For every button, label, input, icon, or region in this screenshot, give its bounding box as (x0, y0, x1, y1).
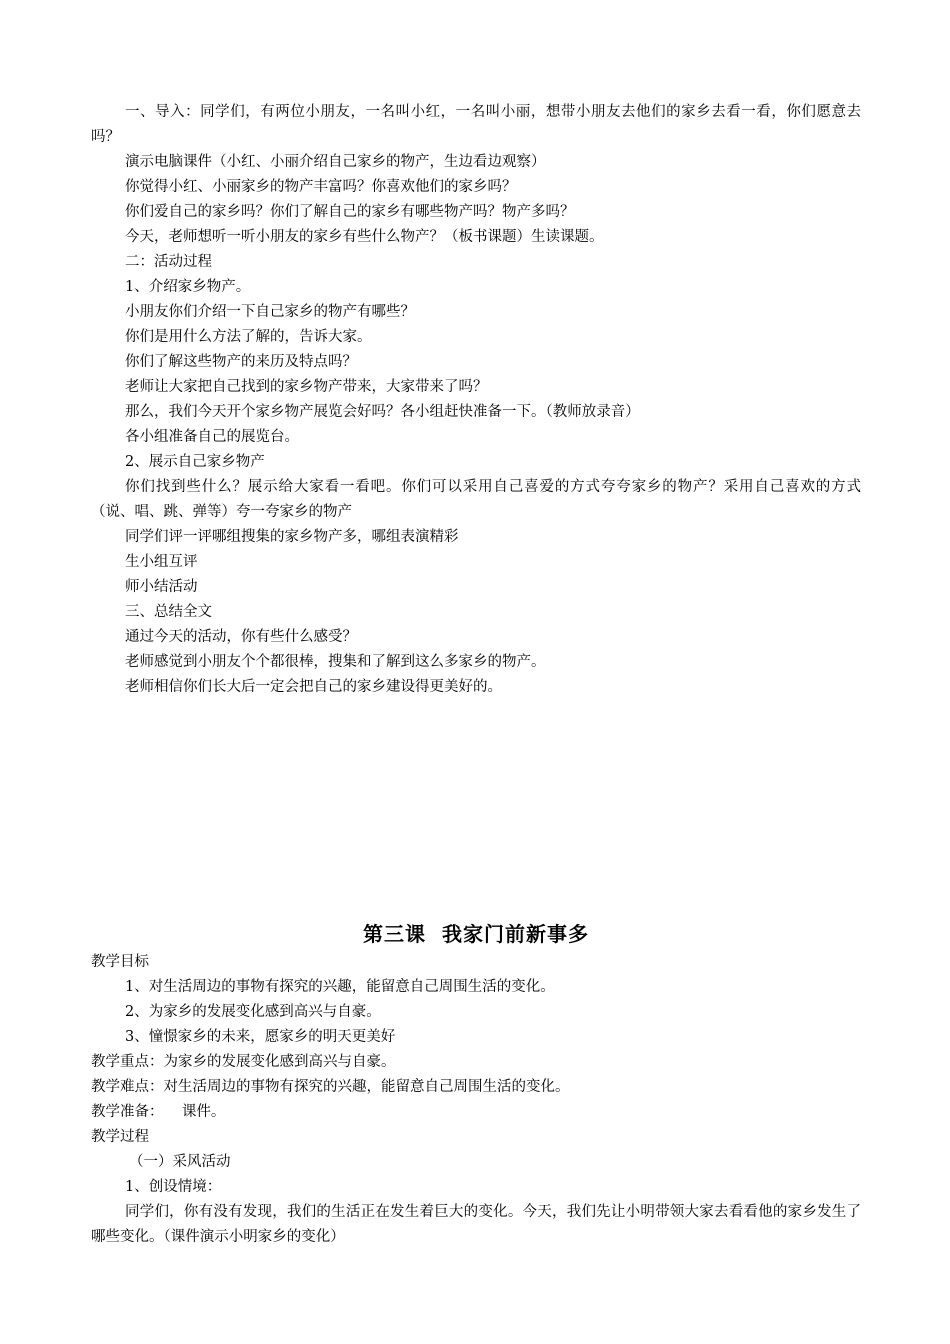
paragraph: 老师感觉到小朋友个个都很棒，搜集和了解到这么多家乡的物产。 (125, 654, 546, 670)
paragraph: 师小结活动 (125, 579, 198, 595)
goal-item: 1、对生活周边的事物有探究的兴趣，能留意自己周围生活的变化。 (125, 979, 555, 995)
goals-heading: 教学目标 (91, 954, 149, 970)
paragraph: 你们找到些什么？展示给大家看一看吧。你们可以采用自己喜爱的方式夸夸家乡的物产？采用自己喜欢的方式（说、唱、跳、弹等）夸一夸家乡的物产 (91, 479, 861, 520)
paragraph: 你觉得小红、小丽家乡的物产丰富吗？你喜欢他们的家乡吗？ (125, 179, 517, 195)
lesson-continuation (91, 100, 861, 700)
paragraph: 演示电脑课件（小红、小丽介绍自己家乡的物产，生边看边观察） (125, 154, 546, 170)
subheading: 1、介绍家乡物产。 (125, 279, 251, 295)
goal-item: 2、为家乡的发展变化感到高兴与自豪。 (125, 1004, 381, 1020)
goal-item: 3、憧憬家乡的未来，愿家乡的明天更美好 (125, 1029, 396, 1045)
paragraph: 你们了解这些物产的来历及特点吗？ (125, 354, 357, 370)
step-paragraph: 同学们，你有没有发现，我们的生活正在发生着巨大的变化。今天，我们先让小明带领大家去看看他的家乡发生了哪些变化。（课件演示小明家乡的变化） (91, 1204, 861, 1245)
lesson-title (91, 918, 861, 950)
intro-paragraph: 一、导入：同学们，有两位小朋友，一名叫小红，一名叫小丽，想带小朋友去他们的家乡去看一看，你们愿意去吗？ (91, 104, 861, 145)
paragraph: 生小组互评 (125, 554, 198, 570)
process-heading: 教学过程 (91, 1129, 149, 1145)
paragraph: 小朋友你们介绍一下自己家乡的物产有哪些？ (125, 304, 415, 320)
lesson-number: 第三课 (363, 922, 426, 946)
paragraph: 你们爱自己的家乡吗？你们了解自己的家乡有哪些物产吗？物产多吗？ (125, 204, 575, 220)
difficulty: 教学难点：对生活周边的事物有探究的兴趣，能留意自己周围生活的变化。 (91, 1079, 570, 1095)
paragraph: 各小组准备自己的展览台。 (125, 429, 299, 445)
key-point: 教学重点：为家乡的发展变化感到高兴与自豪。 (91, 1054, 396, 1070)
lesson-name: 我家门前新事多 (442, 922, 589, 946)
paragraph: 那么，我们今天开个家乡物产展览会好吗？各小组赶快准备一下。（教师放录音） (125, 404, 640, 420)
section-heading: 三、总结全文 (125, 604, 212, 620)
section-heading: 二：活动过程 (125, 254, 212, 270)
paragraph: 通过今天的活动，你有些什么感受？ (125, 629, 357, 645)
preparation: 教学准备： 课件。 (91, 1104, 226, 1120)
paragraph: 今天，老师想听一听小朋友的家乡有些什么物产？（板书课题）生读课题。 (125, 229, 604, 245)
activity-heading: （一）采风活动 (129, 1154, 231, 1170)
lesson-three (91, 918, 861, 1250)
paragraph: 老师让大家把自己找到的家乡物产带来，大家带来了吗？ (125, 379, 488, 395)
step-heading: 1、创设情境： (125, 1179, 222, 1195)
paragraph: 同学们评一评哪组搜集的家乡物产多，哪组表演精彩 (125, 529, 459, 545)
paragraph: 老师相信你们长大后一定会把自己的家乡建设得更美好的。 (125, 679, 502, 695)
paragraph: 你们是用什么方法了解的，告诉大家。 (125, 329, 372, 345)
subheading: 2、展示自己家乡物产 (125, 454, 265, 470)
